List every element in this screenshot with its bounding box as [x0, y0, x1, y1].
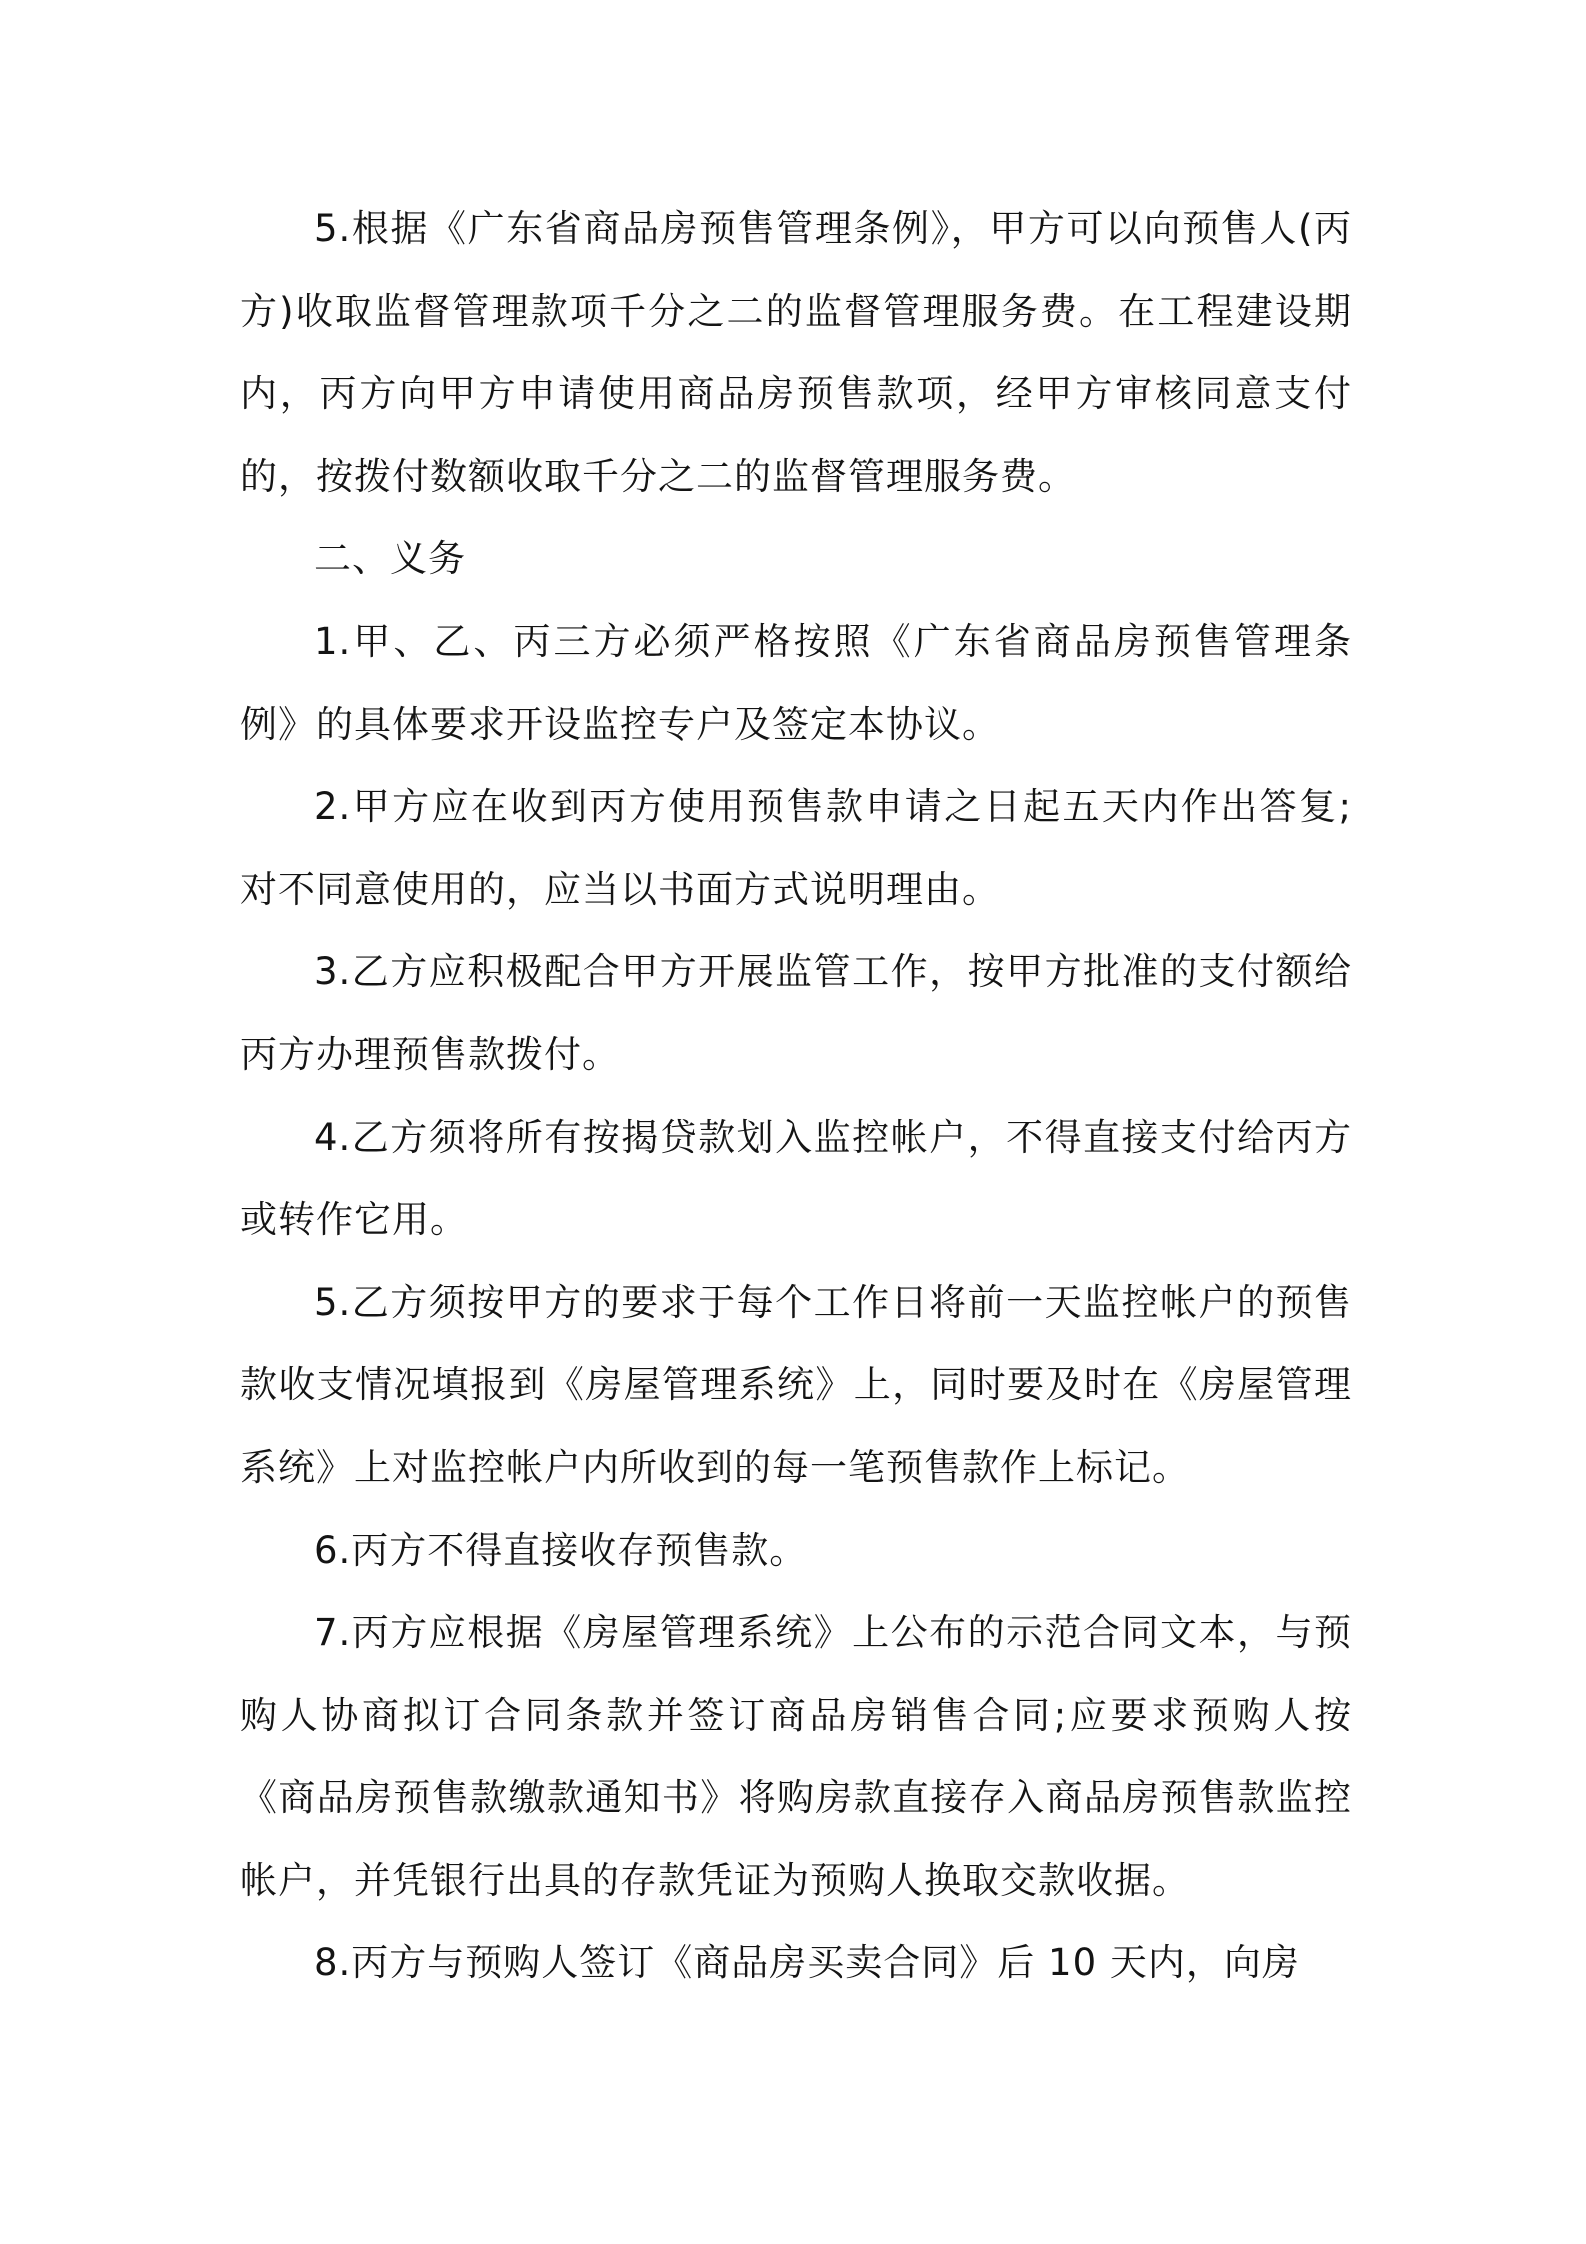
paragraph-obligation-6: 6.丙方不得直接收存预售款。 — [314, 1528, 808, 1572]
paragraph-obligation-7: 7.丙方应根据《房屋管理系统》上公布的示范合同文本，与预购人协商拟订合同条款并签订商品房销售合同;应要求预购人按《商品房预售款缴款通知书》将购房款直接存入商品房预售款监控帐户，并凭银行出具的存款凭证为预购人换取交款收据。 — [240, 1611, 1352, 1902]
paragraph-obligation-5: 5.乙方须按甲方的要求于每个工作日将前一天监控帐户的预售款收支情况填报到《房屋管理系统》上，同时要及时在《房屋管理系统》上对监控帐户内所收到的每一笔预售款作上标记。 — [240, 1280, 1352, 1489]
paragraph-obligation-4: 4.乙方须将所有按揭贷款划入监控帐户，不得直接支付给丙方或转作它用。 — [240, 1115, 1352, 1242]
paragraph-obligation-1: 1.甲、乙、丙三方必须严格按照《广东省商品房预售管理条例》的具体要求开设监控专户及签定本协议。 — [240, 619, 1352, 746]
paragraph-obligation-3: 3.乙方应积极配合甲方开展监管工作，按甲方批准的支付额给丙方办理预售款拨付。 — [240, 950, 1352, 1076]
paragraph-obligation-2: 2.甲方应在收到丙方使用预售款申请之日起五天内作出答复;对不同意使用的，应当以书面方式说明理由。 — [240, 785, 1352, 911]
section-heading-obligations: 二、义务 — [314, 537, 466, 581]
paragraph-obligation-8: 8.丙方与预购人签订《商品房买卖合同》后 10 天内，向房 — [314, 1941, 1300, 1985]
document-body — [240, 188, 1352, 2005]
paragraph-fee-clause-5: 5.根据《广东省商品房预售管理条例》，甲方可以向预售人(丙方)收取监督管理款项千分之二的监督管理服务费。在工程建设期内，丙方向甲方申请使用商品房预售款项，经甲方审核同意支付的，按拨付数额收取千分之二的监督管理服务费。 — [240, 207, 1352, 498]
